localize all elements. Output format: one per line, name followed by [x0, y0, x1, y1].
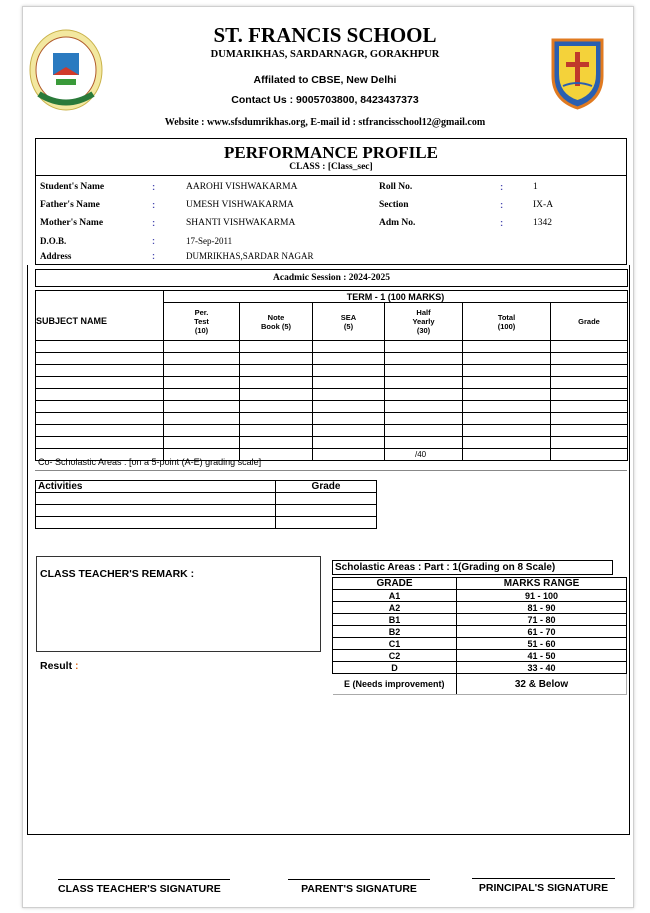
range-value: 81 - 90	[457, 602, 627, 614]
class-line: CLASS : [Class_sec]	[289, 162, 373, 172]
school-address: DUMARIKHAS, SARDARNAGR, GORAKHPUR	[210, 49, 440, 60]
half-yearly-max: /40	[385, 449, 463, 461]
dob-value: 17-Sep-2011	[186, 236, 233, 246]
grade-row	[333, 590, 627, 602]
grade-row	[333, 602, 627, 614]
parent-signature: PARENT'S SIGNATURE	[288, 883, 430, 895]
grade-value: A1	[333, 590, 457, 602]
activities-grade-header: Grade	[276, 481, 377, 493]
range-value: 91 - 100	[457, 590, 627, 602]
range-value: 71 - 80	[457, 614, 627, 626]
school-crest-icon	[549, 34, 606, 110]
profile-divider	[35, 175, 627, 176]
range-value: 51 - 60	[457, 638, 627, 650]
student-name-label: Student's Name	[40, 182, 105, 192]
table-row	[36, 437, 628, 449]
father-name-value: UMESH VISHWAKARMA	[186, 200, 294, 210]
principal-signature: PRINCIPAL'S SIGNATURE	[472, 882, 615, 894]
table-row	[36, 377, 628, 389]
session-label: Acadmic Session : 2024-2025	[36, 270, 628, 287]
table-row	[36, 341, 628, 353]
grade-row	[333, 614, 627, 626]
grade-value: C1	[333, 638, 457, 650]
grade-row	[333, 674, 627, 695]
address-value: DUMRIKHAS,SARDAR NAGAR	[186, 251, 314, 261]
grading-scale-table	[332, 577, 627, 695]
coscholastic-divider	[35, 470, 627, 471]
section-label: Section	[379, 200, 409, 210]
grade-row	[333, 662, 627, 674]
range-value: 32 & Below	[457, 674, 627, 695]
affiliation-text: Affilated to CBSE, New Delhi	[253, 74, 397, 86]
colon: :	[152, 236, 155, 246]
activities-header: Activities	[36, 481, 276, 493]
grade-header: Grade	[551, 303, 628, 341]
subject-name-header: SUBJECT NAME	[36, 303, 164, 341]
table-row	[36, 413, 628, 425]
table-row	[36, 389, 628, 401]
adm-label: Adm No.	[379, 218, 416, 228]
grading-scale-title: Scholastic Areas : Part : 1(Grading on 8 Scale)	[332, 560, 613, 575]
grade-row	[333, 650, 627, 662]
grade-row	[333, 638, 627, 650]
contact-text: Contact Us : 9005703800, 8423437373	[231, 94, 419, 106]
info-row-father	[40, 200, 625, 217]
mother-name-label: Mother's Name	[40, 218, 104, 228]
range-col-header: MARKS RANGE	[457, 578, 627, 590]
school-name: ST. FRANCIS SCHOOL	[213, 23, 437, 47]
total-header: Total (100)	[463, 303, 551, 341]
marks-table	[35, 269, 628, 461]
result-line	[40, 660, 79, 672]
mother-name-value: SHANTI VISHWAKARMA	[186, 218, 296, 228]
class-teacher-signature: CLASS TEACHER'S SIGNATURE	[58, 883, 230, 895]
colon: :	[152, 200, 156, 211]
range-value: 61 - 70	[457, 626, 627, 638]
colon: :	[152, 182, 156, 193]
note-book-header: Note Book (5)	[240, 303, 313, 341]
result-label: Result	[40, 660, 73, 672]
grade-value: E (Needs improvement)	[333, 674, 457, 695]
table-row	[36, 365, 628, 377]
colon: :	[152, 218, 156, 229]
grade-value: B2	[333, 626, 457, 638]
teacher-remark-label: CLASS TEACHER'S REMARK :	[40, 568, 195, 580]
section-value: IX-A	[533, 200, 554, 210]
adm-value: 1342	[533, 218, 552, 228]
info-row-name	[40, 182, 625, 199]
table-row	[36, 517, 377, 529]
address-label: Address	[40, 251, 72, 261]
grade-value: A2	[333, 602, 457, 614]
dob-label: D.O.B.	[40, 236, 67, 246]
roll-label: Roll No.	[379, 182, 413, 192]
coscholastic-note: Co- Scholastic Areas : [on a 5-point (A-E) grading scale]	[38, 457, 262, 467]
colon: :	[500, 218, 504, 229]
sea-header: SEA (5)	[313, 303, 385, 341]
website-email-text: Website : www.sfsdumrikhas.org, E-mail id : stfrancisschool12@gmail.com	[164, 117, 486, 128]
per-test-header: Per. Test (10)	[164, 303, 240, 341]
father-name-label: Father's Name	[40, 200, 100, 210]
grade-value: D	[333, 662, 457, 674]
grade-col-header: GRADE	[333, 578, 457, 590]
half-yearly-header: Half Yearly (30)	[385, 303, 463, 341]
profile-title: PERFORMANCE PROFILE	[224, 143, 438, 162]
grade-value: C2	[333, 650, 457, 662]
colon: :	[500, 200, 504, 211]
grade-row	[333, 626, 627, 638]
table-row	[36, 493, 377, 505]
range-value: 41 - 50	[457, 650, 627, 662]
grade-value: B1	[333, 614, 457, 626]
table-row	[36, 401, 628, 413]
activities-table	[35, 480, 377, 529]
roll-value: 1	[533, 182, 538, 192]
student-name-value: AAROHI VISHWAKARMA	[186, 182, 298, 192]
colon: :	[152, 251, 155, 261]
table-row	[36, 353, 628, 365]
table-row	[36, 505, 377, 517]
cbse-logo-icon	[29, 29, 103, 111]
colon: :	[500, 182, 504, 193]
info-row-mother	[40, 218, 625, 235]
result-colon: :	[75, 660, 79, 672]
table-row	[36, 425, 628, 437]
term-label: TERM - 1 (100 MARKS)	[164, 291, 628, 303]
range-value: 33 - 40	[457, 662, 627, 674]
